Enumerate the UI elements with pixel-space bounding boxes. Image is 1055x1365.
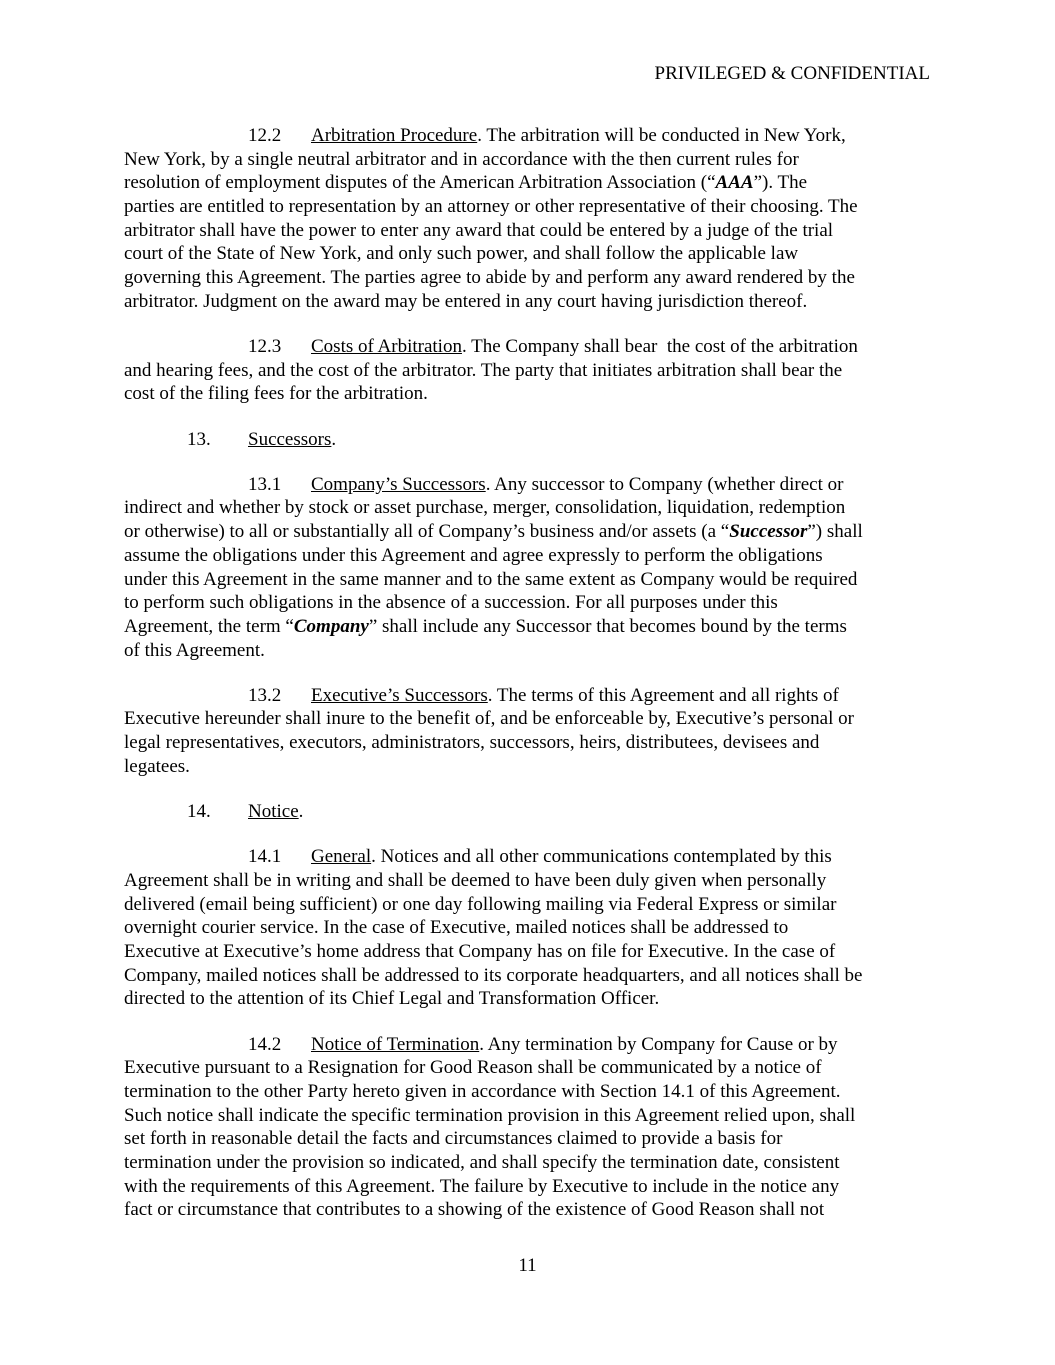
- text-line: [124, 639, 944, 663]
- text-line: [124, 1198, 944, 1222]
- text-line: [124, 964, 944, 988]
- section-paragraph: [124, 845, 944, 1011]
- section-paragraph: [124, 124, 944, 314]
- section-paragraph: [124, 800, 944, 824]
- text-run: Agreement shall be in writing and shall be deemed to have been duly given when personally: [124, 869, 827, 891]
- section-number: 13.1: [248, 473, 282, 495]
- text-line: [124, 940, 944, 964]
- text-run: .: [331, 428, 337, 450]
- text-line: [124, 335, 944, 359]
- text-run: arbitrator shall have the power to enter any award that could be entered by a judge of the trial: [124, 219, 834, 241]
- text-run: ”). The: [753, 172, 808, 194]
- text-line: [124, 242, 944, 266]
- text-line: [124, 731, 944, 755]
- text-run: Executive hereunder shall inure to the benefit of, and be enforceable by, Executive’s personal or: [124, 708, 854, 730]
- section-paragraph: [124, 473, 944, 663]
- text-line: [124, 219, 944, 243]
- text-line: [124, 1151, 944, 1175]
- section-number: 12.2: [248, 125, 282, 146]
- text-run: set forth in reasonable detail the facts and circumstances claimed to provide a basis for: [124, 1128, 783, 1150]
- document-body: [124, 124, 944, 1244]
- text-line: [124, 1104, 944, 1128]
- text-line: [124, 266, 944, 290]
- text-line: [124, 1175, 944, 1199]
- text-run: termination under the provision so indicated, and shall specify the termination date, consistent: [124, 1151, 840, 1173]
- section-number: 14.2: [248, 1033, 282, 1055]
- section-heading: Costs of Arbitration: [311, 336, 462, 357]
- text-run: Such notice shall indicate the specific termination provision in this Agreement relied upon, shall: [124, 1104, 856, 1126]
- text-line: [124, 845, 944, 869]
- text-run: New York, by a single neutral arbitrator and in accordance with the then current rules for: [124, 148, 799, 170]
- text-run: of this Agreement.: [124, 639, 265, 661]
- section-number: 12.3: [248, 336, 282, 357]
- text-line: [124, 359, 944, 383]
- page-number: 11: [518, 1255, 537, 1276]
- text-line: [124, 148, 944, 172]
- text-line: [124, 893, 944, 917]
- text-run: with the requirements of this Agreement. The failure by Executive to include in the notice any: [124, 1175, 840, 1197]
- text-run: fact or circumstance that contributes to a showing of the existence of Good Reason shall not: [124, 1199, 825, 1221]
- text-run: .: [298, 801, 304, 822]
- text-run: court of the State of New York, and only such power, and shall follow the applicable law: [124, 243, 799, 265]
- text-run: arbitrator. Judgment on the award may be entered in any court having jurisdiction thereof.: [124, 290, 808, 312]
- defined-term: Company: [293, 615, 369, 637]
- text-run: and hearing fees, and the cost of the arbitrator. The party that initiates arbitration shall bear the: [124, 359, 843, 381]
- text-run: . The terms of this Agreement and all rights of: [487, 684, 839, 706]
- defined-term: AAA: [715, 172, 754, 194]
- text-line: [124, 707, 944, 731]
- text-run: overnight courier service. In the case of Executive, mailed notices shall be addressed to: [124, 917, 789, 939]
- text-line: [124, 869, 944, 893]
- text-line: [124, 382, 944, 406]
- defined-term: Successor: [729, 521, 808, 543]
- text-run: delivered (email being sufficient) or one day following mailing via Federal Express or similar: [124, 893, 837, 915]
- text-run: . The Company shall bear the cost of the arbitration: [461, 336, 858, 357]
- text-line: [124, 1080, 944, 1104]
- text-run: Executive at Executive’s home address that Company has on file for Executive. In the case of: [124, 940, 836, 962]
- text-line: [124, 800, 944, 824]
- section-heading: Company’s Successors: [311, 473, 486, 495]
- section-number: 13.2: [248, 684, 282, 706]
- section-paragraph: [124, 428, 944, 452]
- text-run: under this Agreement in the same manner and to the same extent as Company would be required: [124, 568, 858, 590]
- section-number: 13.: [187, 428, 211, 450]
- section-paragraph: [124, 684, 944, 779]
- text-run: . Notices and all other communications contemplated by this: [371, 846, 832, 868]
- text-run: governing this Agreement. The parties agree to abide by and perform any award rendered by the: [124, 267, 855, 289]
- text-line: [124, 171, 944, 195]
- text-run: indirect and whether by stock or asset purchase, merger, consolidation, liquidation, redemption: [124, 497, 846, 519]
- section-heading: Notice of Termination: [311, 1033, 480, 1055]
- text-line: [124, 428, 944, 452]
- text-run: cost of the filing fees for the arbitration.: [124, 383, 428, 405]
- text-run: Executive pursuant to a Resignation for Good Reason shall be communicated by a notice of: [124, 1057, 822, 1079]
- section-heading: Executive’s Successors: [311, 684, 488, 706]
- text-run: Agreement, the term “: [124, 615, 294, 637]
- text-line: [124, 916, 944, 940]
- text-line: [124, 195, 944, 219]
- section-heading: Notice: [248, 801, 299, 822]
- text-run: ” shall include any Successor that becomes bound by the terms: [368, 615, 847, 637]
- section-heading: Arbitration Procedure: [311, 125, 478, 146]
- text-line: [124, 1033, 944, 1057]
- text-line: [124, 755, 944, 779]
- text-run: assume the obligations under this Agreement and agree expressly to perform the obligations: [124, 544, 823, 566]
- section-heading: Successors: [248, 428, 332, 450]
- text-run: . Any successor to Company (whether direct or: [485, 473, 844, 495]
- text-run: legatees.: [124, 755, 190, 777]
- text-run: resolution of employment disputes of the American Arbitration Association (“: [124, 172, 716, 194]
- text-run: directed to the attention of its Chief Legal and Transformation Officer.: [124, 988, 660, 1010]
- text-line: [124, 544, 944, 568]
- section-heading: General: [311, 846, 372, 868]
- text-run: . The arbitration will be conducted in New York,: [477, 125, 846, 146]
- text-run: legal representatives, executors, administrators, successors, heirs, distributees, devisees and: [124, 732, 820, 754]
- text-run: . Any termination by Company for Cause or by: [479, 1033, 838, 1055]
- text-line: [124, 1056, 944, 1080]
- text-run: parties are entitled to representation by an attorney or other representative of their choosing. The: [124, 196, 858, 218]
- text-line: [124, 1127, 944, 1151]
- text-line: [124, 684, 944, 708]
- text-line: [124, 987, 944, 1011]
- text-line: [124, 615, 944, 639]
- text-run: Company, mailed notices shall be addressed to its corporate headquarters, and all notices shall be: [124, 964, 863, 986]
- text-line: [124, 520, 944, 544]
- section-paragraph: [124, 335, 944, 406]
- text-line: [124, 568, 944, 592]
- text-line: [124, 290, 944, 314]
- section-number: 14.: [187, 801, 211, 822]
- section-paragraph: [124, 1033, 944, 1223]
- text-line: [124, 591, 944, 615]
- text-run: termination to the other Party hereto given in accordance with Section 14.1 of this Agreement.: [124, 1080, 841, 1102]
- confidentiality-header: PRIVILEGED & CONFIDENTIAL: [654, 63, 930, 84]
- text-run: to perform such obligations in the absence of a succession. For all purposes under this: [124, 592, 778, 614]
- text-line: [124, 496, 944, 520]
- text-run: ”) shall: [807, 521, 863, 543]
- section-number: 14.1: [248, 846, 282, 868]
- text-run: or otherwise) to all or substantially all of Company’s business and/or assets (a “: [124, 521, 730, 543]
- text-line: [124, 473, 944, 497]
- text-line: [124, 124, 944, 148]
